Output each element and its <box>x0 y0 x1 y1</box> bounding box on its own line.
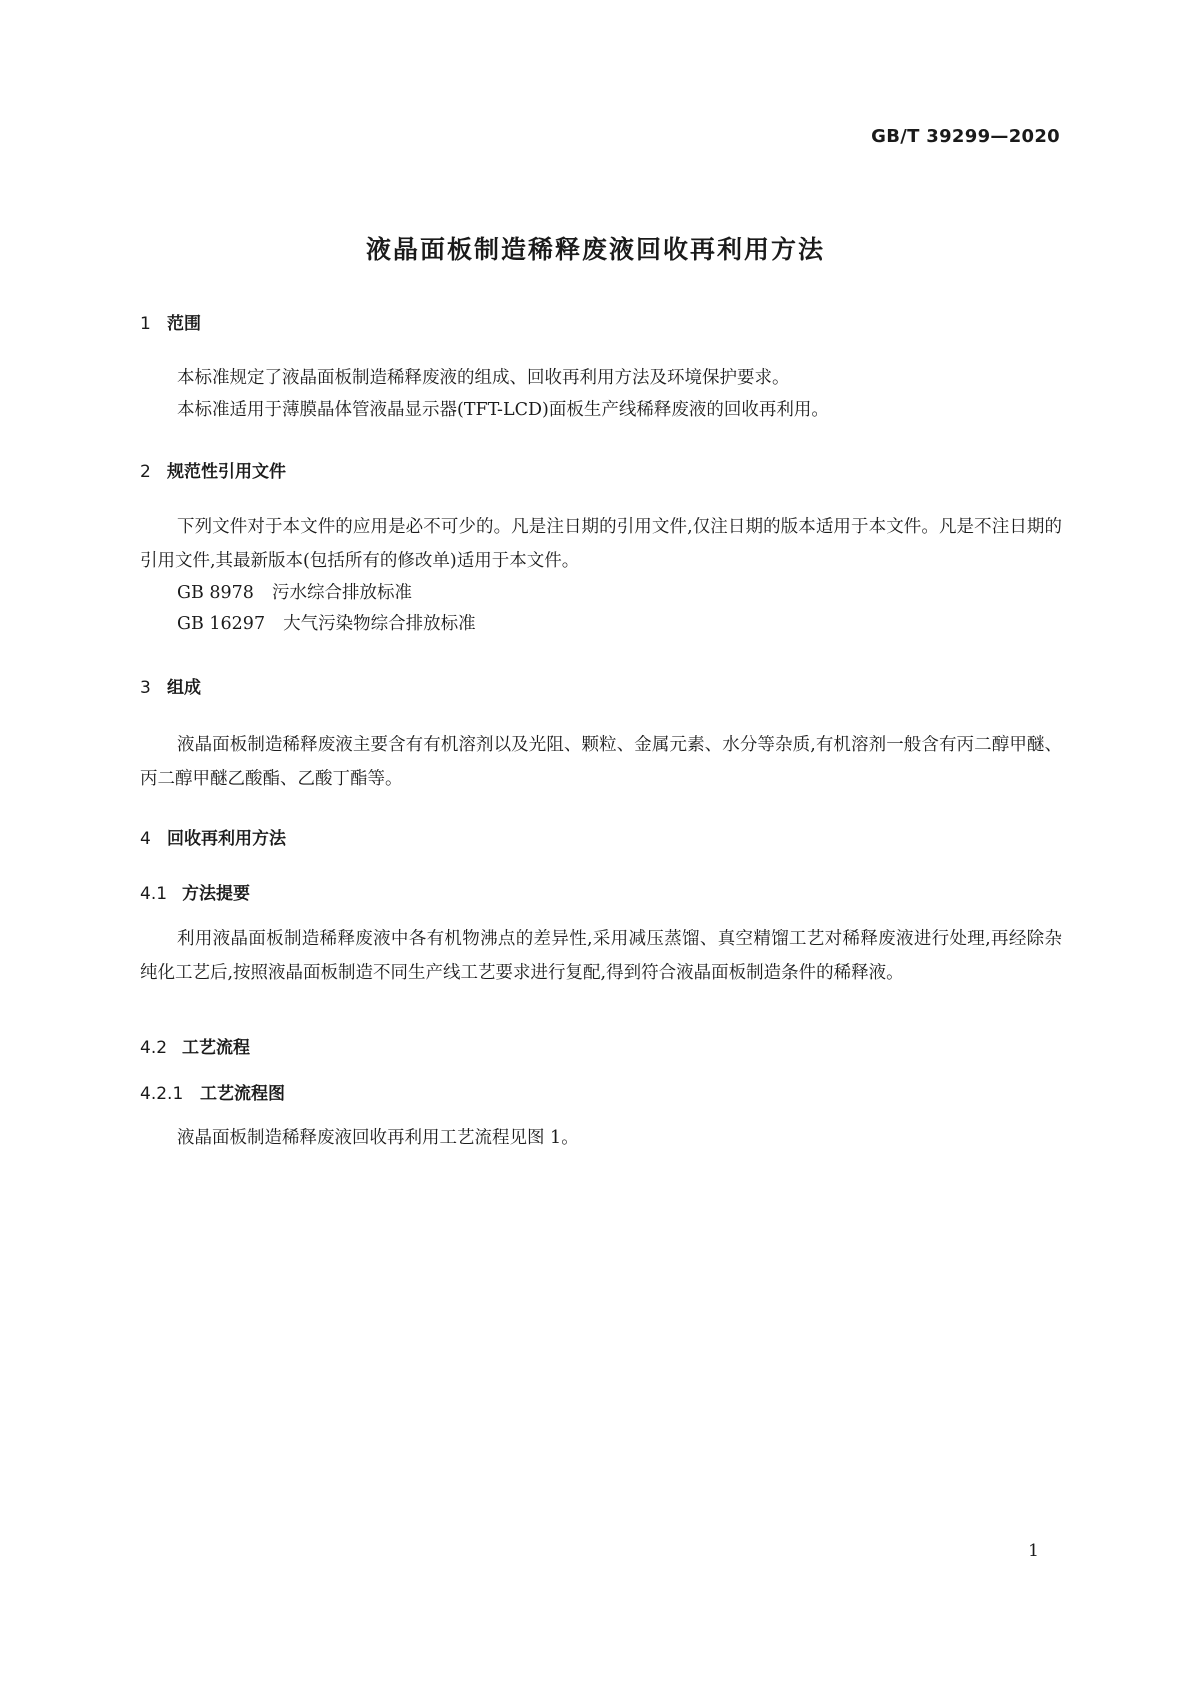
standard-code: GB/T 39299—2020 <box>871 126 1060 147</box>
section-number: 4.2 <box>140 1038 168 1058</box>
section-title: 工艺流程 <box>182 1038 250 1058</box>
section-title: 范围 <box>167 314 201 334</box>
document-title: 液晶面板制造稀释废液回收再利用方法 <box>365 235 825 264</box>
section-1-paragraph-1: 本标准规定了液晶面板制造稀释废液的组成、回收再利用方法及环境保护要求。 <box>177 368 790 388</box>
section-3-paragraph-1: 液晶面板制造稀释废液主要含有有机溶剂以及光阻、颗粒、金属元素、水分等杂质,有机溶剂一般含有丙二醇甲醚、丙二醇甲醚乙酸酯、乙酸丁酯等。 <box>140 735 1062 789</box>
section-title: 回收再利用方法 <box>167 829 286 849</box>
section-1-heading <box>140 309 201 334</box>
section-4-2-1-paragraph-1: 液晶面板制造稀释废液回收再利用工艺流程见图 1。 <box>177 1128 579 1148</box>
section-number: 1 <box>140 314 151 334</box>
page-number: 1 <box>1028 1541 1039 1561</box>
section-title: 工艺流程图 <box>200 1084 285 1104</box>
section-4-1-paragraph-1: 利用液晶面板制造稀释废液中各有机物沸点的差异性,采用减压蒸馏、真空精馏工艺对稀释废液进行处理,再经除杂纯化工艺后,按照液晶面板制造不同生产线工艺要求进行复配,得到符合液晶面板制造条件的稀释液。 <box>140 929 1062 983</box>
section-4-2-1-heading <box>140 1079 285 1104</box>
section-number: 4.1 <box>140 884 168 904</box>
section-title: 方法提要 <box>182 884 250 904</box>
section-3-heading <box>140 673 201 698</box>
section-4-2-heading <box>140 1033 250 1058</box>
reference-code: GB 16297 <box>177 614 266 634</box>
section-number: 4.2.1 <box>140 1084 184 1104</box>
section-2-heading <box>140 457 286 482</box>
section-title: 组成 <box>167 678 201 698</box>
reference-code: GB 8978 <box>177 583 254 603</box>
section-4-heading <box>140 824 286 849</box>
reference-name: 污水综合排放标准 <box>271 583 412 603</box>
section-1-paragraph-2: 本标准适用于薄膜晶体管液晶显示器(TFT-LCD)面板生产线稀释废液的回收再利用。 <box>177 400 829 420</box>
reference-name: 大气污染物综合排放标准 <box>283 614 476 634</box>
reference-item <box>177 579 412 604</box>
section-title: 规范性引用文件 <box>167 462 286 482</box>
section-number: 3 <box>140 678 151 698</box>
reference-item <box>177 610 476 635</box>
section-2-paragraph-1: 下列文件对于本文件的应用是必不可少的。凡是注日期的引用文件,仅注日期的版本适用于本文件。凡是不注日期的引用文件,其最新版本(包括所有的修改单)适用于本文件。 <box>140 517 1062 571</box>
section-4-1-heading <box>140 879 250 904</box>
section-number: 2 <box>140 462 151 482</box>
section-number: 4 <box>140 829 151 849</box>
